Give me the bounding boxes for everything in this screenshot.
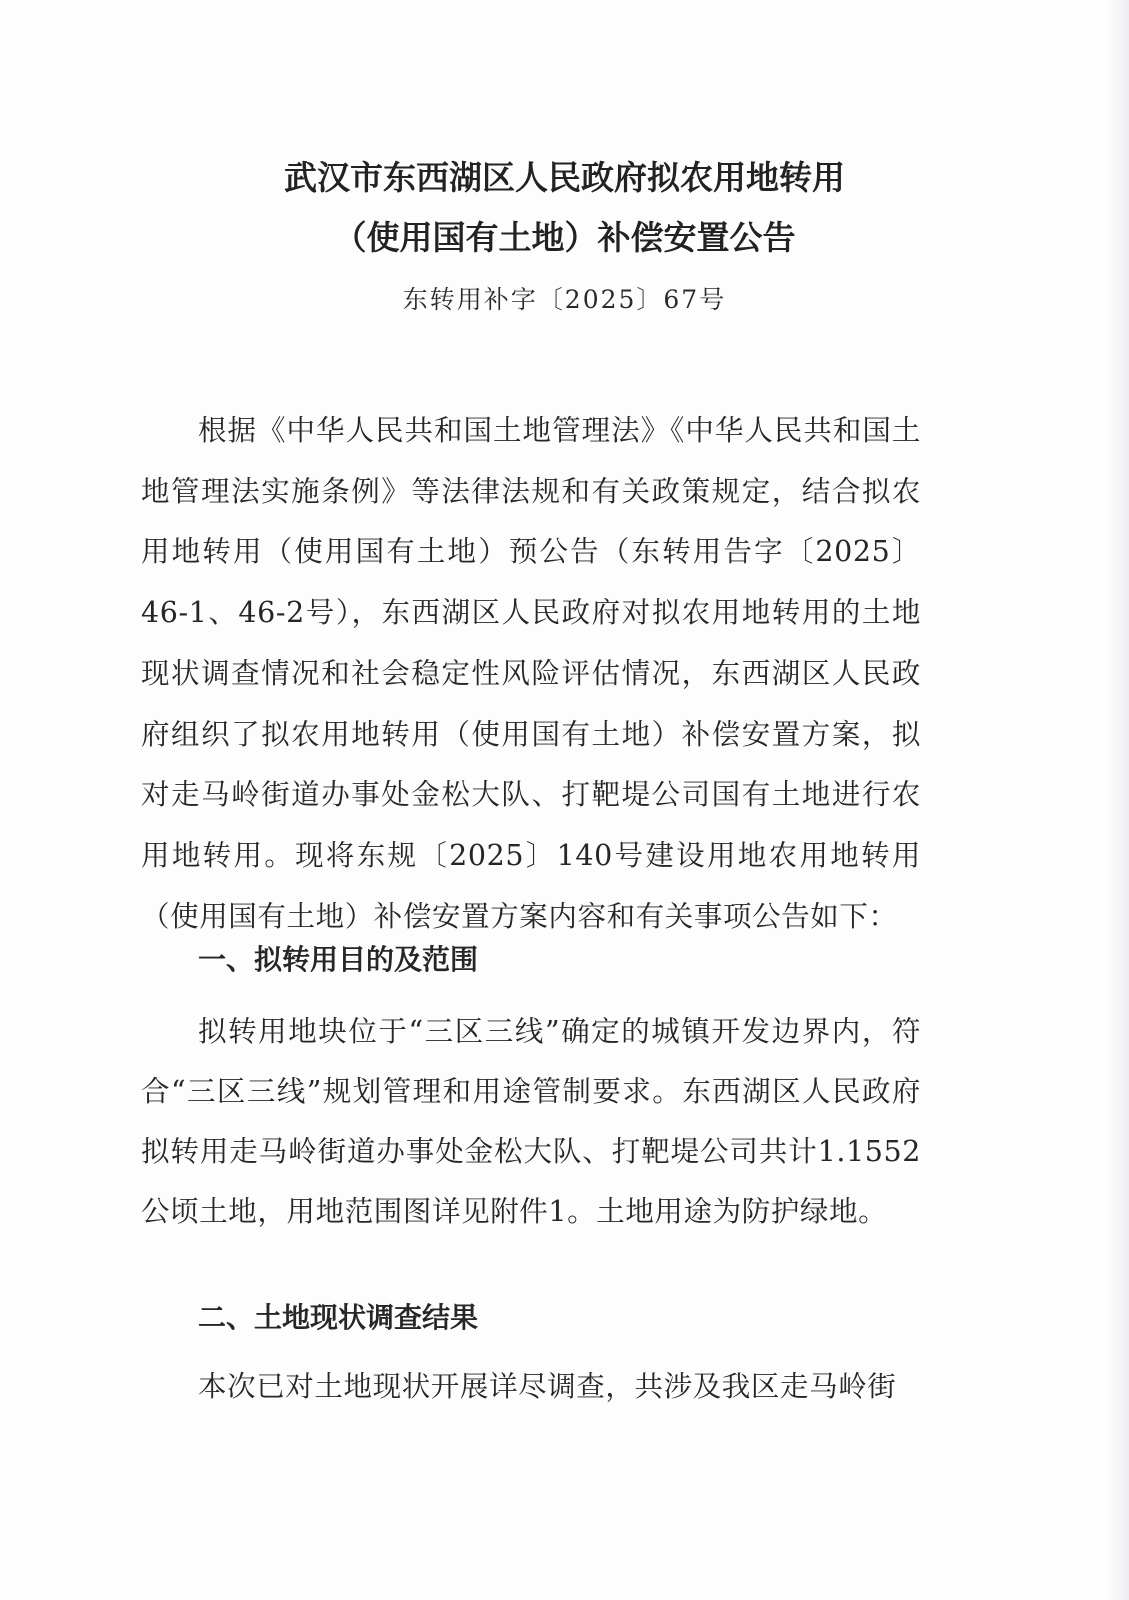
intro-paragraph: 根据《中华人民共和国土地管理法》《中华人民共和国土地管理法实施条例》等法律法规和有关政策规定，结合拟农用地转用（使用国有土地）预公告（东转用告字〔2025〕46-1、46-2号），东西湖区人民政府对拟农用地转用的土地现状调查情况和社会稳定性风险评估情况，东西湖区人民政府组织了拟农用地转用（使用国有土地）补偿安置方案，拟对走马岭街道办事处金松大队、打靶堤公司国有土地进行农用地转用。现将东规〔2025〕140号建设用地农用地转用（使用国有土地）补偿安置方案内容和有关事项公告如下： [141,414,921,933]
document-title-line1: 武汉市东西湖区人民政府拟农用地转用 [284,158,845,197]
document-title-line2: （使用国有土地）补偿安置公告 [333,218,796,257]
section2-heading: 二、土地现状调查结果 [198,1301,479,1334]
section1-paragraph: 拟转用地块位于“三区三线”确定的城镇开发边界内，符合“三区三线”规划管理和用途管制要求。东西湖区人民政府拟转用走马岭街道办事处金松大队、打靶堤公司共计1.1552公顷土地，用地范围图详见附件1。土地用途为防护绿地。 [141,1015,921,1228]
section2-paragraph: 本次已对土地现状开展详尽调查，共涉及我区走马岭街 [198,1370,897,1403]
document-number: 东转用补字〔2025〕67号 [402,285,727,314]
section1-heading: 一、拟转用目的及范围 [198,943,479,976]
